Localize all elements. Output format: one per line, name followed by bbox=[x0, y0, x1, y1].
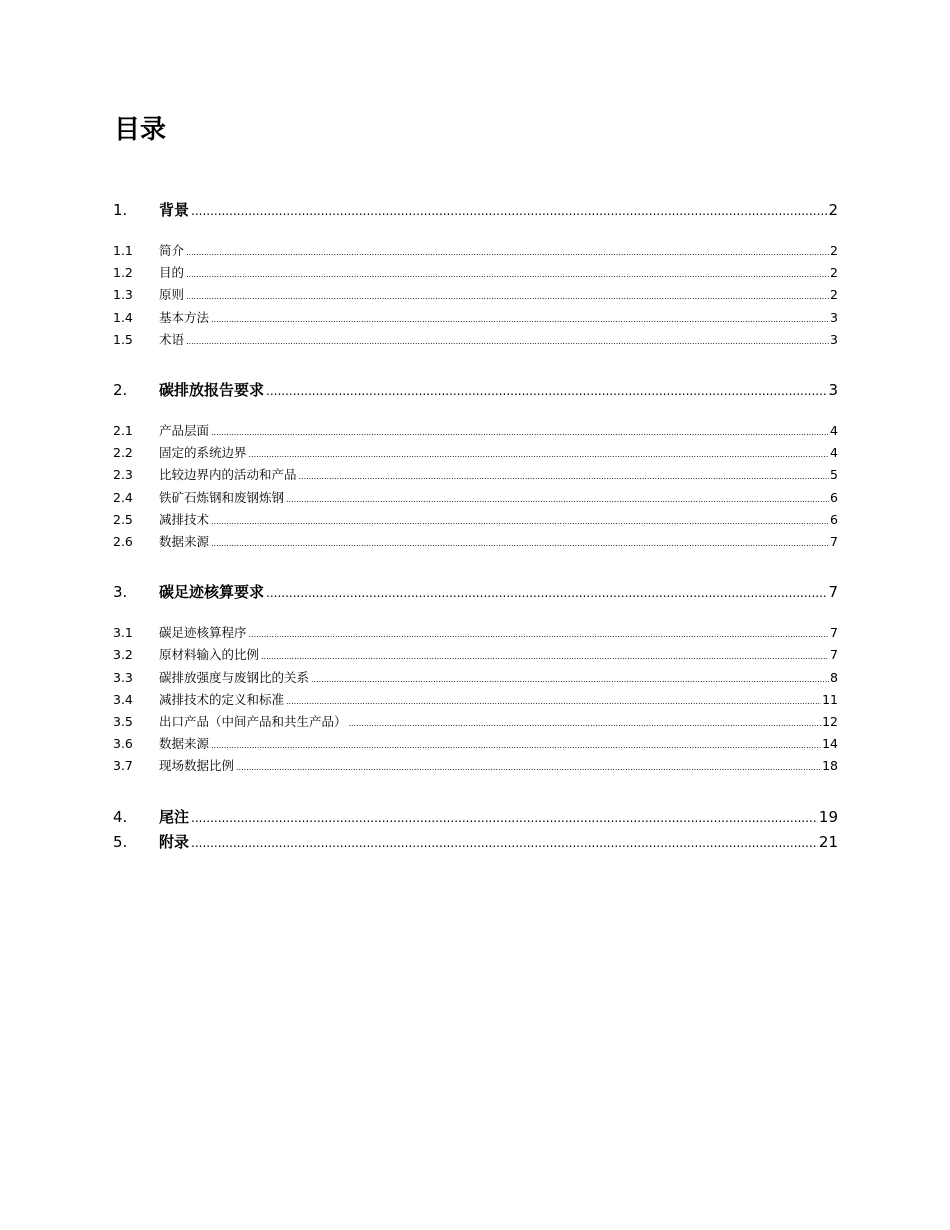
toc-entry-number: 2.1 bbox=[113, 423, 133, 439]
toc-entry-page: 7 bbox=[828, 583, 838, 602]
toc-entry-section-3[interactable] bbox=[113, 580, 838, 605]
dot-leader bbox=[186, 241, 829, 263]
toc-entry-label: 数据来源 bbox=[159, 534, 210, 550]
toc-entry-3-5[interactable] bbox=[113, 712, 838, 734]
toc-entry-page: 14 bbox=[822, 736, 838, 752]
toc-entry-label: 基本方法 bbox=[159, 309, 210, 325]
dot-leader bbox=[211, 734, 821, 756]
toc-entry-number: 5. bbox=[113, 832, 128, 851]
dot-leader bbox=[261, 645, 829, 667]
toc-entry-section-1[interactable] bbox=[113, 198, 838, 223]
toc-entry-page: 2 bbox=[828, 201, 838, 219]
dot-leader bbox=[349, 712, 822, 734]
toc-entry-2-1[interactable] bbox=[113, 421, 838, 443]
toc-entry-2-5[interactable] bbox=[113, 510, 838, 532]
toc-entry-page: 21 bbox=[818, 832, 838, 851]
dot-leader bbox=[249, 623, 830, 645]
toc-entry-number: 1. bbox=[113, 201, 128, 219]
toc-entry-3-2[interactable] bbox=[113, 645, 838, 667]
toc-entry-section-4[interactable] bbox=[113, 805, 838, 830]
dot-leader bbox=[286, 690, 821, 712]
toc-entry-3-1[interactable] bbox=[113, 623, 838, 645]
toc-entry-number: 3.7 bbox=[113, 758, 133, 774]
toc-entry-3-3[interactable] bbox=[113, 668, 838, 690]
toc-entry-number: 1.5 bbox=[113, 331, 133, 347]
toc-entry-number: 3. bbox=[113, 583, 128, 602]
toc-entry-label: 附录 bbox=[159, 832, 190, 851]
toc-entry-number: 4. bbox=[113, 807, 128, 826]
toc-entry-page: 18 bbox=[822, 758, 838, 774]
toc-entry-label: 碳排放强度与废钢比的关系 bbox=[159, 669, 310, 685]
toc-entry-page: 19 bbox=[818, 807, 838, 826]
toc-entry-number: 1.1 bbox=[113, 243, 133, 258]
toc-entry-label: 铁矿石炼钢和废钢炼钢 bbox=[159, 489, 285, 505]
toc-entry-label: 数据来源 bbox=[159, 736, 210, 752]
toc-entry-label: 尾注 bbox=[159, 807, 190, 826]
toc-entry-1-3[interactable] bbox=[113, 285, 838, 307]
toc-entry-1-2[interactable] bbox=[113, 263, 838, 285]
toc-entry-label: 减排技术的定义和标准 bbox=[159, 691, 285, 707]
toc-entry-1-5[interactable] bbox=[113, 330, 838, 352]
toc-entry-page: 3 bbox=[828, 381, 838, 400]
toc-entry-page: 6 bbox=[830, 489, 838, 505]
toc-entry-page: 2 bbox=[830, 287, 838, 303]
toc-entry-label: 减排技术 bbox=[159, 511, 210, 527]
dot-leader bbox=[211, 308, 829, 330]
toc-entry-page: 7 bbox=[830, 647, 838, 663]
dot-leader bbox=[186, 285, 829, 307]
toc-entry-section-2[interactable] bbox=[113, 378, 838, 403]
toc-entry-label: 简介 bbox=[159, 243, 185, 258]
toc-entry-number: 1.4 bbox=[113, 309, 133, 325]
toc-entry-number: 3.2 bbox=[113, 647, 133, 663]
toc-entry-2-6[interactable] bbox=[113, 532, 838, 554]
toc-entry-number: 2.6 bbox=[113, 534, 133, 550]
toc-entry-page: 7 bbox=[830, 534, 838, 550]
toc-entry-label: 碳排放报告要求 bbox=[159, 381, 265, 400]
toc-entry-1-4[interactable] bbox=[113, 308, 838, 330]
toc-entry-page: 7 bbox=[830, 625, 838, 641]
toc-entry-1-1[interactable] bbox=[113, 241, 838, 263]
dot-leader bbox=[286, 488, 829, 510]
toc-entry-page: 8 bbox=[830, 669, 838, 685]
dot-leader bbox=[266, 580, 827, 605]
dot-leader bbox=[211, 421, 829, 443]
toc-entry-page: 12 bbox=[822, 714, 838, 730]
toc-entry-number: 2. bbox=[113, 381, 128, 400]
toc-entry-label: 背景 bbox=[159, 201, 190, 219]
toc-entry-page: 6 bbox=[830, 511, 838, 527]
toc-entry-number: 3.1 bbox=[113, 625, 133, 641]
toc-entry-3-7[interactable] bbox=[113, 756, 838, 778]
dot-leader bbox=[266, 378, 827, 403]
dot-leader bbox=[186, 263, 829, 285]
toc-entry-page: 2 bbox=[830, 243, 838, 258]
toc-entry-label: 目的 bbox=[159, 265, 185, 281]
toc-entry-label: 比较边界内的活动和产品 bbox=[159, 467, 297, 483]
toc-entry-number: 2.3 bbox=[113, 467, 133, 483]
dot-leader bbox=[299, 465, 830, 487]
dot-leader bbox=[191, 830, 818, 855]
toc-entry-label: 碳足迹核算程序 bbox=[159, 625, 247, 641]
dot-leader bbox=[211, 532, 829, 554]
toc-entry-label: 原材料输入的比例 bbox=[159, 647, 260, 663]
dot-leader bbox=[236, 756, 821, 778]
toc-entry-number: 2.2 bbox=[113, 445, 133, 461]
dot-leader bbox=[311, 668, 829, 690]
toc-entry-page: 4 bbox=[830, 423, 838, 439]
toc-entry-label: 产品层面 bbox=[159, 423, 210, 439]
dot-leader bbox=[191, 805, 818, 830]
toc-entry-label: 碳足迹核算要求 bbox=[159, 583, 265, 602]
toc-entry-number: 1.3 bbox=[113, 287, 133, 303]
toc-entry-section-5[interactable] bbox=[113, 830, 838, 855]
toc-entry-number: 3.4 bbox=[113, 691, 133, 707]
toc-entry-2-3[interactable] bbox=[113, 465, 838, 487]
toc-entry-2-4[interactable] bbox=[113, 488, 838, 510]
toc-entry-number: 3.3 bbox=[113, 669, 133, 685]
table-of-contents bbox=[113, 198, 838, 855]
toc-title: 目录 bbox=[114, 115, 167, 145]
toc-entry-page: 3 bbox=[830, 309, 838, 325]
toc-entry-3-4[interactable] bbox=[113, 690, 838, 712]
toc-entry-page: 2 bbox=[830, 265, 838, 281]
dot-leader bbox=[211, 510, 829, 532]
toc-entry-number: 1.2 bbox=[113, 265, 133, 281]
toc-entry-2-2[interactable] bbox=[113, 443, 838, 465]
toc-entry-label: 术语 bbox=[159, 331, 185, 347]
toc-entry-label: 固定的系统边界 bbox=[159, 445, 247, 461]
toc-entry-number: 3.6 bbox=[113, 736, 133, 752]
dot-leader bbox=[186, 330, 829, 352]
dot-leader bbox=[249, 443, 830, 465]
toc-entry-page: 5 bbox=[830, 467, 838, 483]
toc-entry-label: 现场数据比例 bbox=[159, 758, 235, 774]
toc-entry-label: 原则 bbox=[159, 287, 185, 303]
toc-entry-number: 2.5 bbox=[113, 511, 133, 527]
toc-entry-label: 出口产品（中间产品和共生产品） bbox=[159, 714, 347, 730]
toc-entry-page: 3 bbox=[830, 331, 838, 347]
dot-leader bbox=[191, 198, 827, 223]
toc-entry-page: 11 bbox=[822, 691, 838, 707]
toc-entry-number: 3.5 bbox=[113, 714, 133, 730]
toc-entry-page: 4 bbox=[830, 445, 838, 461]
toc-entry-3-6[interactable] bbox=[113, 734, 838, 756]
toc-entry-number: 2.4 bbox=[113, 489, 133, 505]
